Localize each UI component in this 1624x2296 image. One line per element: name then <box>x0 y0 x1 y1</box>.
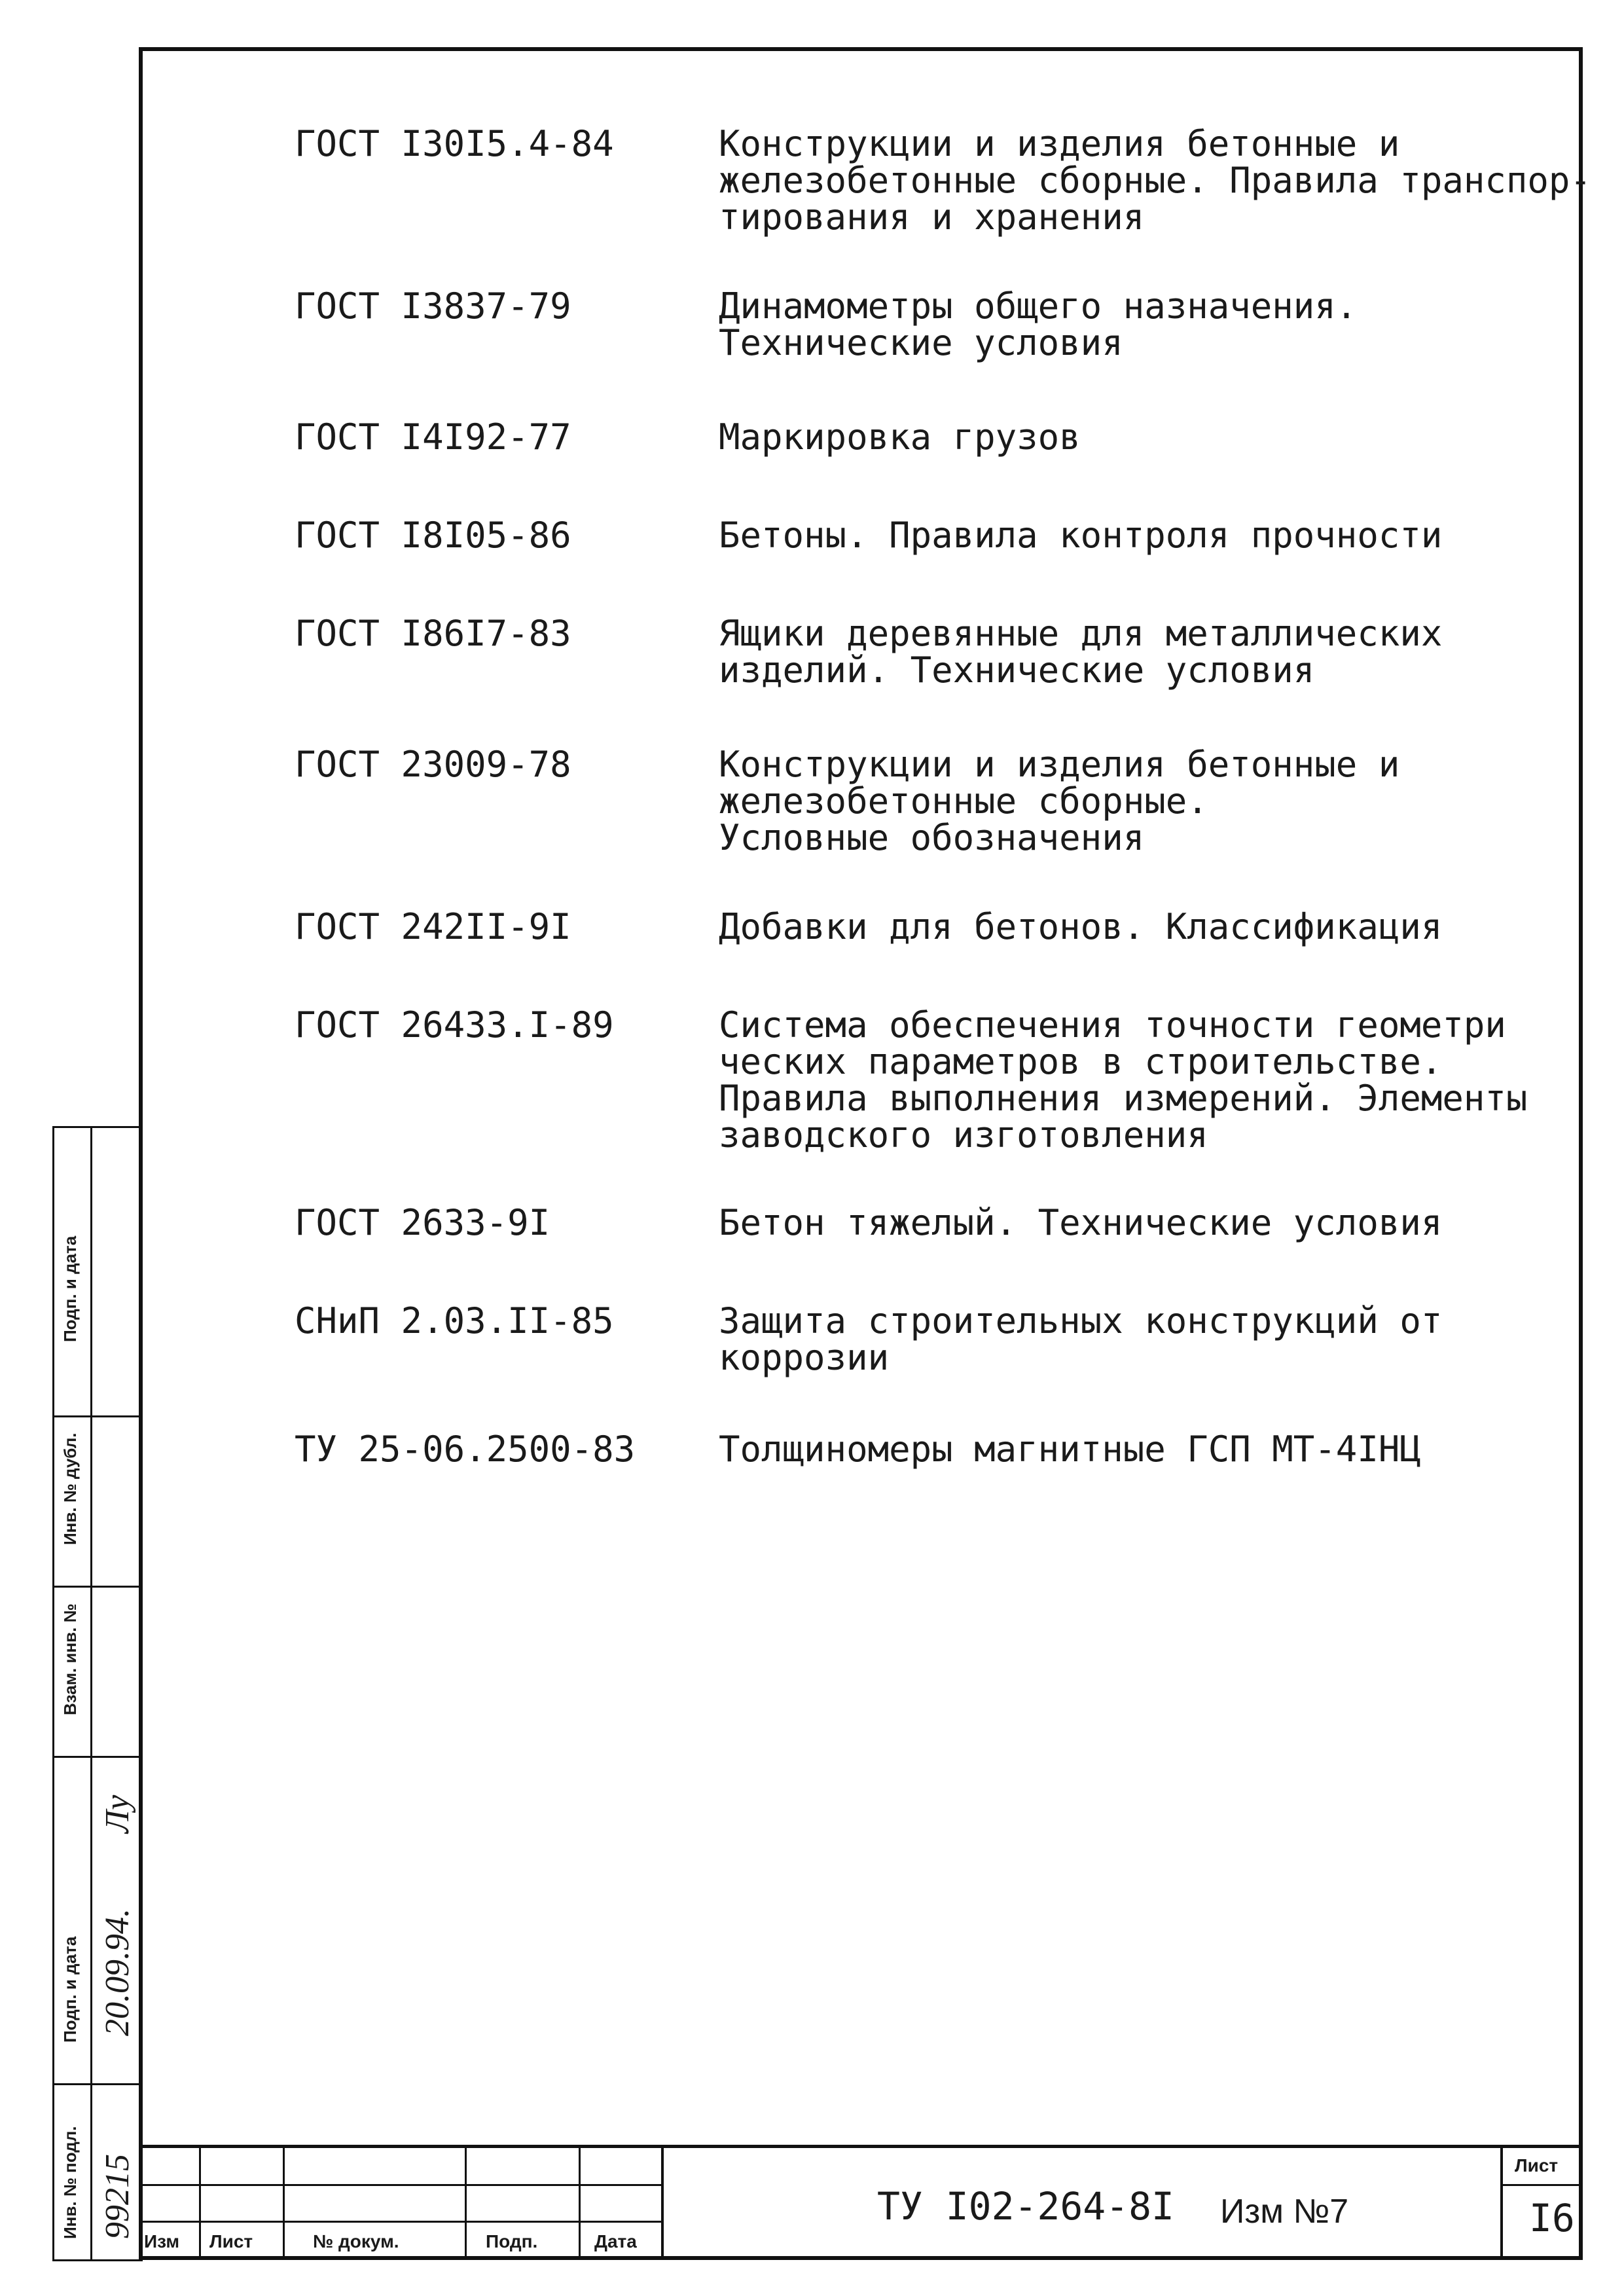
margin-rule <box>52 1586 143 1588</box>
reference-title-line: Технические условия <box>719 322 1123 363</box>
margin-label-dup-inv: Инв. № дубл. <box>60 1432 80 1545</box>
reference-title-line: Маркировка грузов <box>719 416 1081 458</box>
reference-code: СНиП 2.03.II-85 <box>295 1300 614 1341</box>
reference-code: ГОСТ I4I92-77 <box>295 416 571 458</box>
title-block-top-rule <box>139 2145 1583 2148</box>
title-block-col <box>661 2145 664 2260</box>
reference-title-line: коррозии <box>719 1337 890 1378</box>
col-label-sheet: Лист <box>209 2231 253 2251</box>
reference-title-line: Бетоны. Правила контроля прочности <box>719 515 1443 556</box>
reference-title-line: Динамометры общего назначения. <box>719 285 1358 327</box>
reference-title-line: Условные обозначения <box>719 817 1145 858</box>
reference-title <box>719 123 1591 238</box>
margin-rule <box>52 2083 143 2085</box>
reference-code: ГОСТ 23009-78 <box>295 744 571 785</box>
reference-code: ГОСТ I8I05-86 <box>295 515 571 556</box>
title-block-col <box>199 2145 201 2260</box>
reference-title-line: железобетонные сборные. Правила транспор- <box>719 160 1591 201</box>
reference-title <box>719 285 1583 363</box>
col-label-doc-no: № докум. <box>313 2231 399 2251</box>
reference-title <box>719 906 1583 947</box>
reference-title-line: заводского изготовления <box>719 1114 1208 1156</box>
col-label-date: Дата <box>594 2231 637 2251</box>
sheet-rule <box>1500 2184 1583 2186</box>
reference-title-line: Ящики деревянные для металлических <box>719 613 1443 654</box>
reference-title-line: Защита строительных конструкций от <box>719 1300 1443 1341</box>
handwritten-date: 20.09.94. <box>99 1908 136 2036</box>
title-block-col <box>579 2145 581 2260</box>
margin-label-orig-inv: Инв. № подл. <box>60 2126 80 2239</box>
reference-code: ГОСТ I86I7-83 <box>295 613 571 654</box>
reference-title <box>719 1004 1583 1156</box>
margin-divider <box>90 1126 92 2261</box>
reference-title <box>719 1431 1583 1468</box>
title-block-rule <box>139 2221 662 2223</box>
reference-code: ГОСТ 2633-9I <box>295 1202 550 1243</box>
reference-title <box>719 517 1583 554</box>
title-block-col <box>465 2145 467 2260</box>
reference-title <box>719 416 1583 458</box>
reference-code: ГОСТ 26433.I-89 <box>295 1004 614 1046</box>
margin-rule <box>52 1415 143 1417</box>
handwritten-signature: Лу <box>99 1795 136 1833</box>
sheet-number: I6 <box>1529 2196 1575 2240</box>
reference-title-line: Конструкции и изделия бетонные и <box>719 744 1400 785</box>
reference-code: ГОСТ 242II-9I <box>295 906 571 947</box>
reference-title-line: ческих параметров в строительстве. <box>719 1041 1443 1082</box>
reference-title <box>719 1300 1583 1378</box>
reference-title-line: изделий. Технические условия <box>719 649 1315 691</box>
change-number: Изм №7 <box>1220 2193 1349 2231</box>
title-block <box>139 2145 1583 2260</box>
handwritten-inventory: 99215 <box>99 2154 136 2239</box>
margin-label-replace-inv: Взам. инв. № <box>60 1603 80 1715</box>
reference-title <box>719 615 1583 689</box>
margin-label-sign-date-2: Подп. и дата <box>60 1936 80 2043</box>
reference-title-line: Добавки для бетонов. Классификация <box>719 906 1443 947</box>
reference-title <box>719 1202 1583 1243</box>
reference-title-line: Толщиномеры магнитные ГСП МТ-4IНЦ <box>719 1429 1421 1470</box>
title-block-col <box>1500 2145 1503 2260</box>
reference-title-line: Конструкции и изделия бетонные и <box>719 123 1400 164</box>
reference-title-line: железобетонные сборные. <box>719 780 1208 822</box>
document-designation: ТУ I02-264-8I <box>877 2184 1174 2229</box>
reference-code: ГОСТ I3837-79 <box>295 285 571 327</box>
reference-title <box>719 746 1583 856</box>
margin-rule <box>52 1756 143 1758</box>
reference-title-line: Бетон тяжелый. Технические условия <box>719 1202 1443 1243</box>
margin-stamp <box>52 1126 143 2261</box>
margin-label-sign-date: Подп. и дата <box>60 1235 80 1342</box>
reference-title-line: тирования и хранения <box>719 196 1145 238</box>
col-label-signature: Подп. <box>486 2231 538 2251</box>
reference-title-line: Правила выполнения измерений. Элементы <box>719 1078 1528 1119</box>
col-label-change: Изм <box>144 2231 180 2251</box>
reference-code: ТУ 25-06.2500-83 <box>295 1429 636 1470</box>
reference-code: ГОСТ I30I5.4-84 <box>295 123 614 164</box>
reference-title-line: Система обеспечения точности геометри <box>719 1004 1506 1046</box>
title-block-rule <box>139 2184 662 2186</box>
title-block-col <box>283 2145 285 2260</box>
sheet-label: Лист <box>1515 2155 1559 2176</box>
